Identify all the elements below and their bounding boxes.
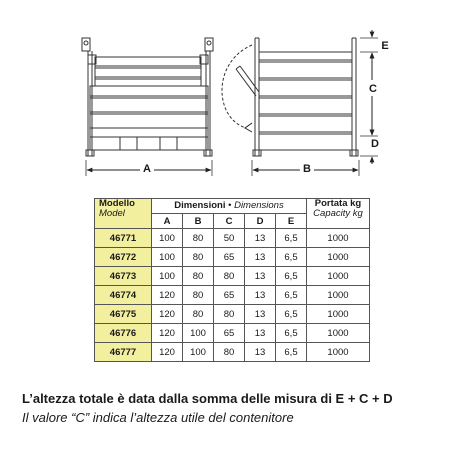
model-cell: 46775 [95, 305, 152, 324]
model-cell: 46776 [95, 324, 152, 343]
cell-c: 65 [214, 324, 245, 343]
cell-d: 13 [245, 324, 276, 343]
useful-height-note: Il valore “C” indica l’altezza utile del contenitore [22, 410, 294, 425]
dimensions-header-label: Dimensioni [174, 200, 226, 211]
table-header-row [95, 199, 370, 214]
table-row [95, 324, 370, 343]
model-header-label-en: Model [99, 208, 125, 219]
model-cell: 46772 [95, 248, 152, 267]
capacity-header-label-en: Capacity kg [313, 208, 363, 219]
cell-c: 80 [214, 305, 245, 324]
model-cell: 46777 [95, 343, 152, 362]
cell-capacity: 1000 [307, 305, 370, 324]
cell-b: 80 [183, 229, 214, 248]
table-row [95, 305, 370, 324]
cell-b: 100 [183, 324, 214, 343]
cell-a: 100 [152, 267, 183, 286]
cell-capacity: 1000 [307, 229, 370, 248]
cell-b: 80 [183, 305, 214, 324]
dimension-a [86, 160, 212, 176]
cell-c: 65 [214, 286, 245, 305]
cell-d: 13 [245, 343, 276, 362]
model-cell: 46774 [95, 286, 152, 305]
cell-d: 13 [245, 248, 276, 267]
cell-capacity: 1000 [307, 286, 370, 305]
cell-c: 80 [214, 343, 245, 362]
dim-label-d: D [371, 138, 379, 150]
model-cell: 46771 [95, 229, 152, 248]
dimension-b [252, 160, 359, 176]
total-height-note: L’altezza totale è data dalla somma delle misura di E + C + D [22, 391, 393, 406]
dim-label-e: E [381, 40, 389, 52]
table-row [95, 229, 370, 248]
lifting-ear-right [205, 38, 213, 51]
model-column-header [95, 199, 152, 229]
dim-label-a: A [143, 163, 151, 175]
model-header-label: Modello [99, 198, 135, 209]
cell-a: 120 [152, 324, 183, 343]
cell-capacity: 1000 [307, 343, 370, 362]
cell-capacity: 1000 [307, 324, 370, 343]
cell-d: 13 [245, 267, 276, 286]
dim-label-c: C [369, 83, 377, 95]
cell-a: 120 [152, 305, 183, 324]
cell-a: 120 [152, 343, 183, 362]
dimensions-header-separator: • [228, 200, 232, 211]
capacity-column-header [307, 199, 370, 229]
cell-b: 80 [183, 286, 214, 305]
cell-capacity: 1000 [307, 267, 370, 286]
cell-a: 100 [152, 248, 183, 267]
cell-b: 80 [183, 267, 214, 286]
model-cell: 46773 [95, 267, 152, 286]
lifting-ear-left [82, 38, 90, 51]
table-row [95, 267, 370, 286]
cell-e: 6,5 [276, 324, 307, 343]
front-view [82, 38, 213, 156]
cell-b: 80 [183, 248, 214, 267]
cell-d: 13 [245, 286, 276, 305]
column-header-d: D [245, 214, 276, 229]
column-header-e: E [276, 214, 307, 229]
container-technical-drawing [0, 0, 454, 185]
side-view [222, 38, 358, 156]
cell-c: 65 [214, 248, 245, 267]
table-row [95, 286, 370, 305]
cell-e: 6,5 [276, 286, 307, 305]
cell-c: 80 [214, 267, 245, 286]
cell-e: 6,5 [276, 229, 307, 248]
cell-e: 6,5 [276, 267, 307, 286]
cell-a: 120 [152, 286, 183, 305]
table-row [95, 343, 370, 362]
cell-e: 6,5 [276, 305, 307, 324]
cell-c: 50 [214, 229, 245, 248]
capacity-header-label: Portata kg [314, 198, 362, 209]
dim-label-b: B [303, 163, 311, 175]
column-header-b: B [183, 214, 214, 229]
cell-e: 6,5 [276, 343, 307, 362]
cell-capacity: 1000 [307, 248, 370, 267]
cell-a: 100 [152, 229, 183, 248]
cell-d: 13 [245, 229, 276, 248]
column-header-c: C [214, 214, 245, 229]
cell-d: 13 [245, 305, 276, 324]
model-specifications-table [94, 198, 370, 362]
dimensions-header [152, 199, 307, 214]
cell-b: 100 [183, 343, 214, 362]
table-row [95, 248, 370, 267]
dimensions-header-label-en: Dimensions [234, 200, 284, 211]
column-header-a: A [152, 214, 183, 229]
swing-arrow-icon [245, 123, 252, 132]
cell-e: 6,5 [276, 248, 307, 267]
